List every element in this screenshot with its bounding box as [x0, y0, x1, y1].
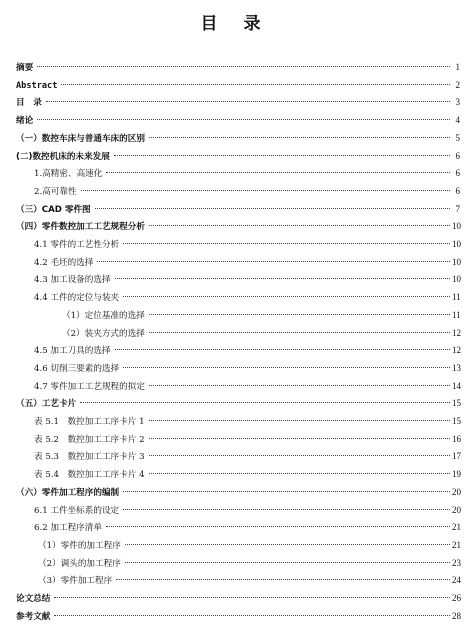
- toc-entry-page-number: 21: [452, 522, 461, 533]
- dot-leader: [149, 384, 450, 386]
- dot-leader: [123, 366, 450, 368]
- toc-entry-page-number: 26: [452, 593, 461, 603]
- dot-leader: [114, 154, 450, 156]
- toc-entry[interactable]: [34, 501, 460, 519]
- toc-entry[interactable]: [16, 394, 460, 412]
- toc-entry-label: 参考文献: [16, 611, 51, 622]
- toc-entry[interactable]: [16, 483, 460, 501]
- toc-entry[interactable]: [34, 253, 460, 271]
- toc-entry-label: 4.3 加工设备的选择: [34, 275, 111, 286]
- dot-leader: [149, 313, 450, 315]
- toc-entry[interactable]: [62, 324, 460, 342]
- dot-leader: [95, 207, 450, 209]
- toc-entry-page-number: 20: [452, 486, 461, 497]
- toc-entry-label: 6.1 工件坐标系的设定: [34, 505, 120, 516]
- toc-entry-page-number: 10: [452, 221, 461, 232]
- toc-entry[interactable]: [62, 306, 460, 324]
- toc-entry[interactable]: [34, 359, 460, 377]
- toc-entry-label: 4.5 加工刀具的选择: [34, 346, 111, 357]
- toc-entry-label: 表 5.1 数控加工工序卡片 1: [34, 417, 145, 427]
- toc-entry-page-number: 11: [452, 309, 461, 320]
- toc-entry-label: （2）装夹方式的选择: [62, 328, 145, 339]
- toc-entry-page-number: 28: [452, 610, 461, 621]
- toc-entry-page-number: 12: [452, 345, 461, 356]
- dot-leader: [149, 419, 450, 421]
- toc-entry[interactable]: [16, 607, 460, 625]
- toc-entry-label: Abstract: [16, 80, 58, 91]
- dot-leader: [123, 508, 450, 510]
- dot-leader: [37, 118, 450, 120]
- toc-entry[interactable]: [38, 571, 460, 589]
- toc-entry[interactable]: [16, 200, 460, 218]
- dot-leader: [116, 578, 450, 580]
- toc-entry-label: (二)数控机床的未来发展: [16, 151, 110, 162]
- toc-entry[interactable]: [16, 111, 460, 129]
- toc-entry[interactable]: [34, 341, 460, 359]
- toc-entry[interactable]: [34, 377, 460, 395]
- toc-entry[interactable]: [34, 447, 460, 465]
- toc-entry-label: （四）零件数控加工工艺规程分析: [16, 222, 145, 233]
- toc-entry-page-number: 1: [455, 62, 460, 72]
- toc-entry[interactable]: [34, 518, 460, 536]
- toc-entry[interactable]: [34, 270, 460, 288]
- toc-entry-label: 目 录: [16, 98, 42, 109]
- dot-leader: [106, 525, 450, 527]
- toc-entry-page-number: 4: [455, 115, 460, 126]
- dot-leader: [123, 295, 450, 297]
- toc-entry-page-number: 15: [452, 398, 461, 409]
- toc-entry[interactable]: [34, 430, 460, 448]
- dot-leader: [46, 100, 450, 102]
- toc-entry-label: 6.2 加工程序清单: [34, 523, 102, 534]
- toc-entry-page-number: 6: [455, 150, 460, 161]
- toc-entry-page-number: 17: [452, 451, 461, 462]
- toc-entry-page-number: 3: [455, 97, 460, 108]
- toc-entry[interactable]: [34, 164, 460, 182]
- toc-entry-page-number: 11: [452, 292, 461, 303]
- toc-entry-label: （1）定位基准的选择: [62, 310, 145, 321]
- dot-leader: [115, 348, 450, 350]
- toc-entry-label: （三）CAD 零件图: [16, 204, 91, 215]
- toc-entry-page-number: 5: [455, 132, 460, 143]
- toc-entry-page-number: 13: [452, 362, 461, 373]
- toc-entry[interactable]: [34, 235, 460, 253]
- dot-leader: [149, 136, 450, 138]
- dot-leader: [115, 277, 450, 279]
- toc-entry-page-number: 20: [452, 504, 461, 515]
- toc-entry[interactable]: [38, 536, 460, 554]
- toc-entry[interactable]: [34, 288, 460, 306]
- toc-entry-label: 表 5.2 数控加工工序卡片 2: [34, 434, 145, 445]
- toc-entry-page-number: 10: [452, 256, 461, 267]
- toc-entry-label: 2.高可靠性: [34, 186, 77, 197]
- dot-leader: [54, 614, 450, 616]
- toc-entry-page-number: 24: [452, 575, 461, 586]
- toc-entry[interactable]: [34, 465, 460, 483]
- toc-entry-page-number: 10: [452, 239, 461, 249]
- dot-leader: [106, 171, 450, 173]
- toc-entry-page-number: 23: [452, 557, 461, 568]
- dot-leader: [125, 561, 450, 563]
- toc-entry-label: 1.高精密、高速化: [34, 169, 103, 180]
- toc-entry-label: （五）工艺卡片: [16, 399, 77, 410]
- dot-leader: [61, 83, 450, 85]
- toc-entry[interactable]: [16, 76, 460, 94]
- dot-leader: [149, 331, 450, 333]
- toc-entry-label: 论文总结: [16, 594, 51, 604]
- toc-entry-page-number: 7: [455, 203, 460, 214]
- toc-entry-label: （2）调头的加工程序: [38, 558, 121, 569]
- toc-entry-page-number: 19: [452, 469, 461, 480]
- dot-leader: [80, 401, 450, 403]
- dot-leader: [97, 260, 450, 262]
- toc-entry-label: （1）零件的加工程序: [38, 540, 121, 551]
- dot-leader: [125, 543, 450, 545]
- dot-leader: [149, 437, 450, 439]
- toc-entry-label: 4.7 零件加工工艺规程的拟定: [34, 381, 145, 392]
- dot-leader: [149, 454, 450, 456]
- toc-entry-label: 4.4 工件的定位与装夹: [34, 293, 120, 304]
- toc-entry-label: 摘要: [16, 63, 34, 73]
- toc-entry-page-number: 21: [452, 539, 461, 550]
- dot-leader: [37, 65, 450, 67]
- toc-entry-label: 4.6 切削三要素的选择: [34, 363, 120, 374]
- toc-entry-label: 4.2 毛坯的选择: [34, 257, 94, 268]
- dot-leader: [123, 490, 450, 492]
- toc-entry-label: （3）零件加工程序: [38, 576, 113, 587]
- toc-entry-page-number: 10: [452, 274, 461, 285]
- toc-entry-page-number: 6: [455, 168, 460, 179]
- toc-entry[interactable]: [16, 93, 460, 111]
- dot-leader: [123, 242, 450, 244]
- toc-entry-page-number: 16: [452, 433, 461, 444]
- page-title: 目 录: [200, 14, 271, 34]
- toc-entry[interactable]: [38, 554, 460, 572]
- toc-entry[interactable]: [16, 217, 460, 235]
- toc-entry-page-number: 14: [452, 380, 461, 391]
- toc-entry-page-number: 2: [455, 79, 460, 90]
- toc-entry-label: 表 5.4 数控加工工序卡片 4: [34, 470, 145, 481]
- toc-entry[interactable]: [16, 129, 460, 147]
- toc-entry[interactable]: [16, 589, 460, 607]
- toc-entry[interactable]: [34, 412, 460, 430]
- toc-entry-label: 4.1 零件的工艺性分析: [34, 240, 120, 250]
- dot-leader: [81, 189, 450, 191]
- toc-entry[interactable]: [16, 147, 460, 165]
- toc-entry-label: 绪论: [16, 116, 34, 127]
- dot-leader: [149, 472, 450, 474]
- toc-entry-page-number: 6: [455, 185, 460, 196]
- dot-leader: [149, 224, 450, 226]
- toc-entry-label: （一）数控车床与普通车床的区别: [16, 133, 145, 144]
- toc-entry-label: 表 5.3 数控加工工序卡片 3: [34, 452, 145, 463]
- toc-entry[interactable]: [16, 58, 460, 76]
- dot-leader: [54, 596, 450, 598]
- toc-entry-page-number: 12: [452, 327, 461, 338]
- toc-entry-page-number: 15: [452, 416, 461, 426]
- toc-entry[interactable]: [34, 182, 460, 200]
- toc-entry-label: （六）零件加工程序的编制: [16, 487, 120, 498]
